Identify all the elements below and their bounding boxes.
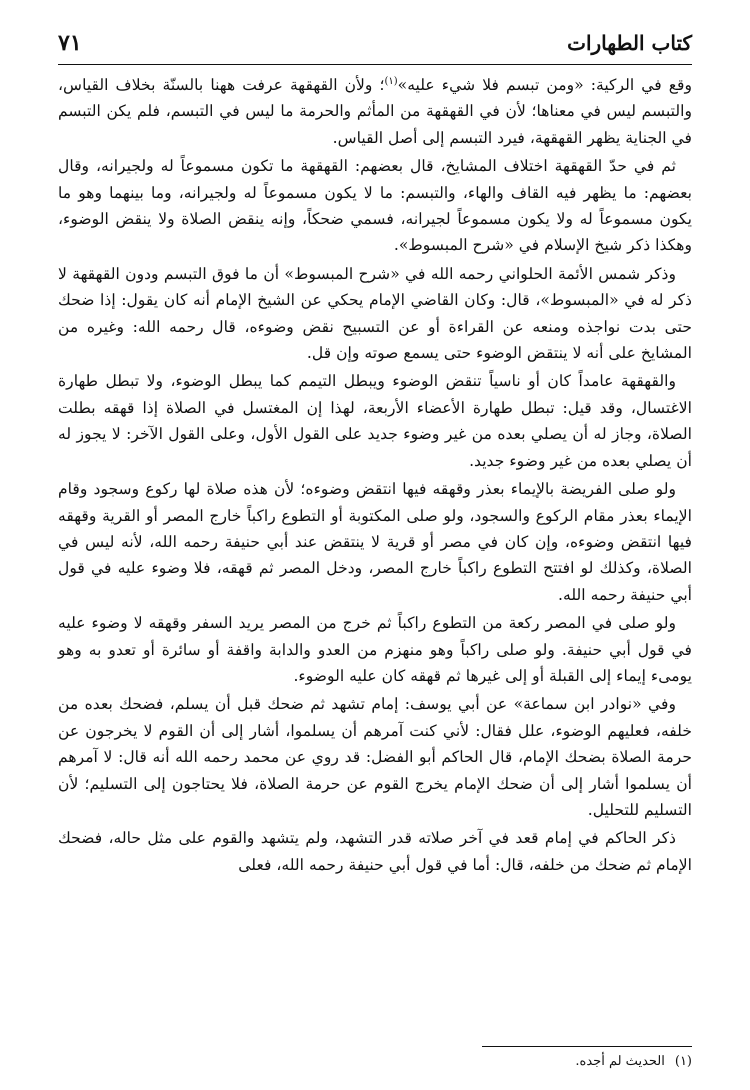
paragraph-text: وقع في الركية: «ومن تبسم فلا شيء عليه» [397,76,692,94]
paragraph: ذكر الحاكم في إمام قعد في آخر صلاته قدر التشهد، ولم يتشهد والقوم على مثل حاله، فضحك الإمام ثم ضحك من خلفه، قال: أما في قول أبي حنيفة رحمه الله، فعلى [58,829,692,874]
main-text [58,72,692,880]
footnote [58,1052,692,1072]
footnote-divider [482,1046,692,1047]
page-header [58,26,692,60]
footnote-number: (١) [674,1054,692,1069]
page-number: ٧١ [58,30,82,56]
paragraph [58,72,692,151]
paragraph: ولو صلى في المصر ركعة من التطوع راكباً ثم خرج من المصر يريد السفر وقهقه لا وضوء عليه في قول أبي حنيفة. ولو صلى راكباً وهو منهزم من العدو والدابة واقفة أو سائرة أو تعدو به وهو يومىء إيماء إلى القبلة أو إلى غيرها ثم قهقه كان عليه الوضوء. [58,614,692,685]
paragraph: وذكر شمس الأئمة الحلواني رحمه الله في «شرح المبسوط» أن ما فوق التبسم ودون القهقهة لا ذكر له في «المبسوط»، قال: وكان القاضي الإمام يحكي عن الشيخ الإمام أنه كان يقول: إذا ضحك حتى بدت نواجذه ومنعه عن القراءة أو عن التسبيح نقض وضوءه، قال رحمه الله: وغيره من المشايخ على أنه لا ينتقض الوضوء حتى يسمع صوته وإن قل. [58,264,692,363]
header-divider [58,64,692,65]
footnote-text: الحديث لم أجده. [575,1054,665,1069]
paragraph-text: ؛ ولأن القهقهة عرفت ههنا بالسنّة بخلاف القياس، والتبسم ليس في معناها؛ لأن في القهقهة من المأثم والحرمة ما ليس في التبسم، فلم يكن التبسم في الجناية يظهر القهقهة، فيرد التبسم إلى أصل القياس. [58,76,692,147]
paragraph: ولو صلى الفريضة بالإيماء بعذر وقهقه فيها انتقض وضوءه؛ لأن هذه صلاة لها ركوع وسجود وقام الإيماء بعذر مقام الركوع والسجود، ولو صلى المكتوبة أو التطوع راكباً خارج المصر أو القرية وقهقه فيها انتقض وضوءه، وإن كان في مصر أو قرية لا ينتقض عند أبي حنيفة رحمه الله، لأنه ليس في الصلاة، وكذلك لو افتتح التطوع راكباً خارج المصر، ودخل المصر ثم قهقه، فلا وضوء عليه في قول أبي حنيفة رحمه الله. [58,480,692,604]
footnote-reference[interactable]: (١) [384,75,398,87]
paragraph: والقهقهة عامداً كان أو ناسياً تنقض الوضوء ويبطل التيمم كما يبطل الوضوء، ولا تبطل طهارة الاغتسال، وقد قيل: تبطل طهارة الأعضاء الأربعة، لهذا إن المغتسل في الصلاة إذا قهقه بطلت الصلاة، وجاز له أن يصلي بعده من غير وضوء جديد على القول الأول، وعلى القول الآخر: لا يجوز له أن يصلي بعده من غير وضوء جديد. [58,372,692,470]
paragraph: وفي «نوادر ابن سماعة» عن أبي يوسف: إمام تشهد ثم ضحك قبل أن يسلم، فضحك بعده من خلفه، فعليهم الوضوء، علل فقال: لأني كنت آمرهم أن يسلموا، أشار إلى أن القوم لا يخرجون عن حرمة الصلاة بضحك الإمام، قال الحاكم أبو الفضل: قد روي عن محمد رحمه الله أنه قال: لا آمرهم أن يسلموا أشار إلى أن ضحك الإمام يخرج القوم عن حرمة الصلاة، فلا يحتاجون إلى التسليم؛ لأن التسليم للتحليل. [58,695,692,819]
paragraph: ثم في حدّ القهقهة اختلاف المشايخ، قال بعضهم: القهقهة ما تكون مسموعاً له ولجيرانه، وقال بعضهم: ما يظهر فيه القاف والهاء، والتبسم: ما لا يكون مسموعاً له ولجيرانه، وما بينهما وهو ما يكون مسموعاً له ولا يكون مسموعاً لجيرانه، فسمي ضحكاً، وإنه ينقض الصلاة ولا ينقض الوضوء، وهكذا ذكر شيخ الإسلام في «شرح المبسوط». [58,157,692,255]
book-title: كتاب الطهارات [567,31,692,55]
